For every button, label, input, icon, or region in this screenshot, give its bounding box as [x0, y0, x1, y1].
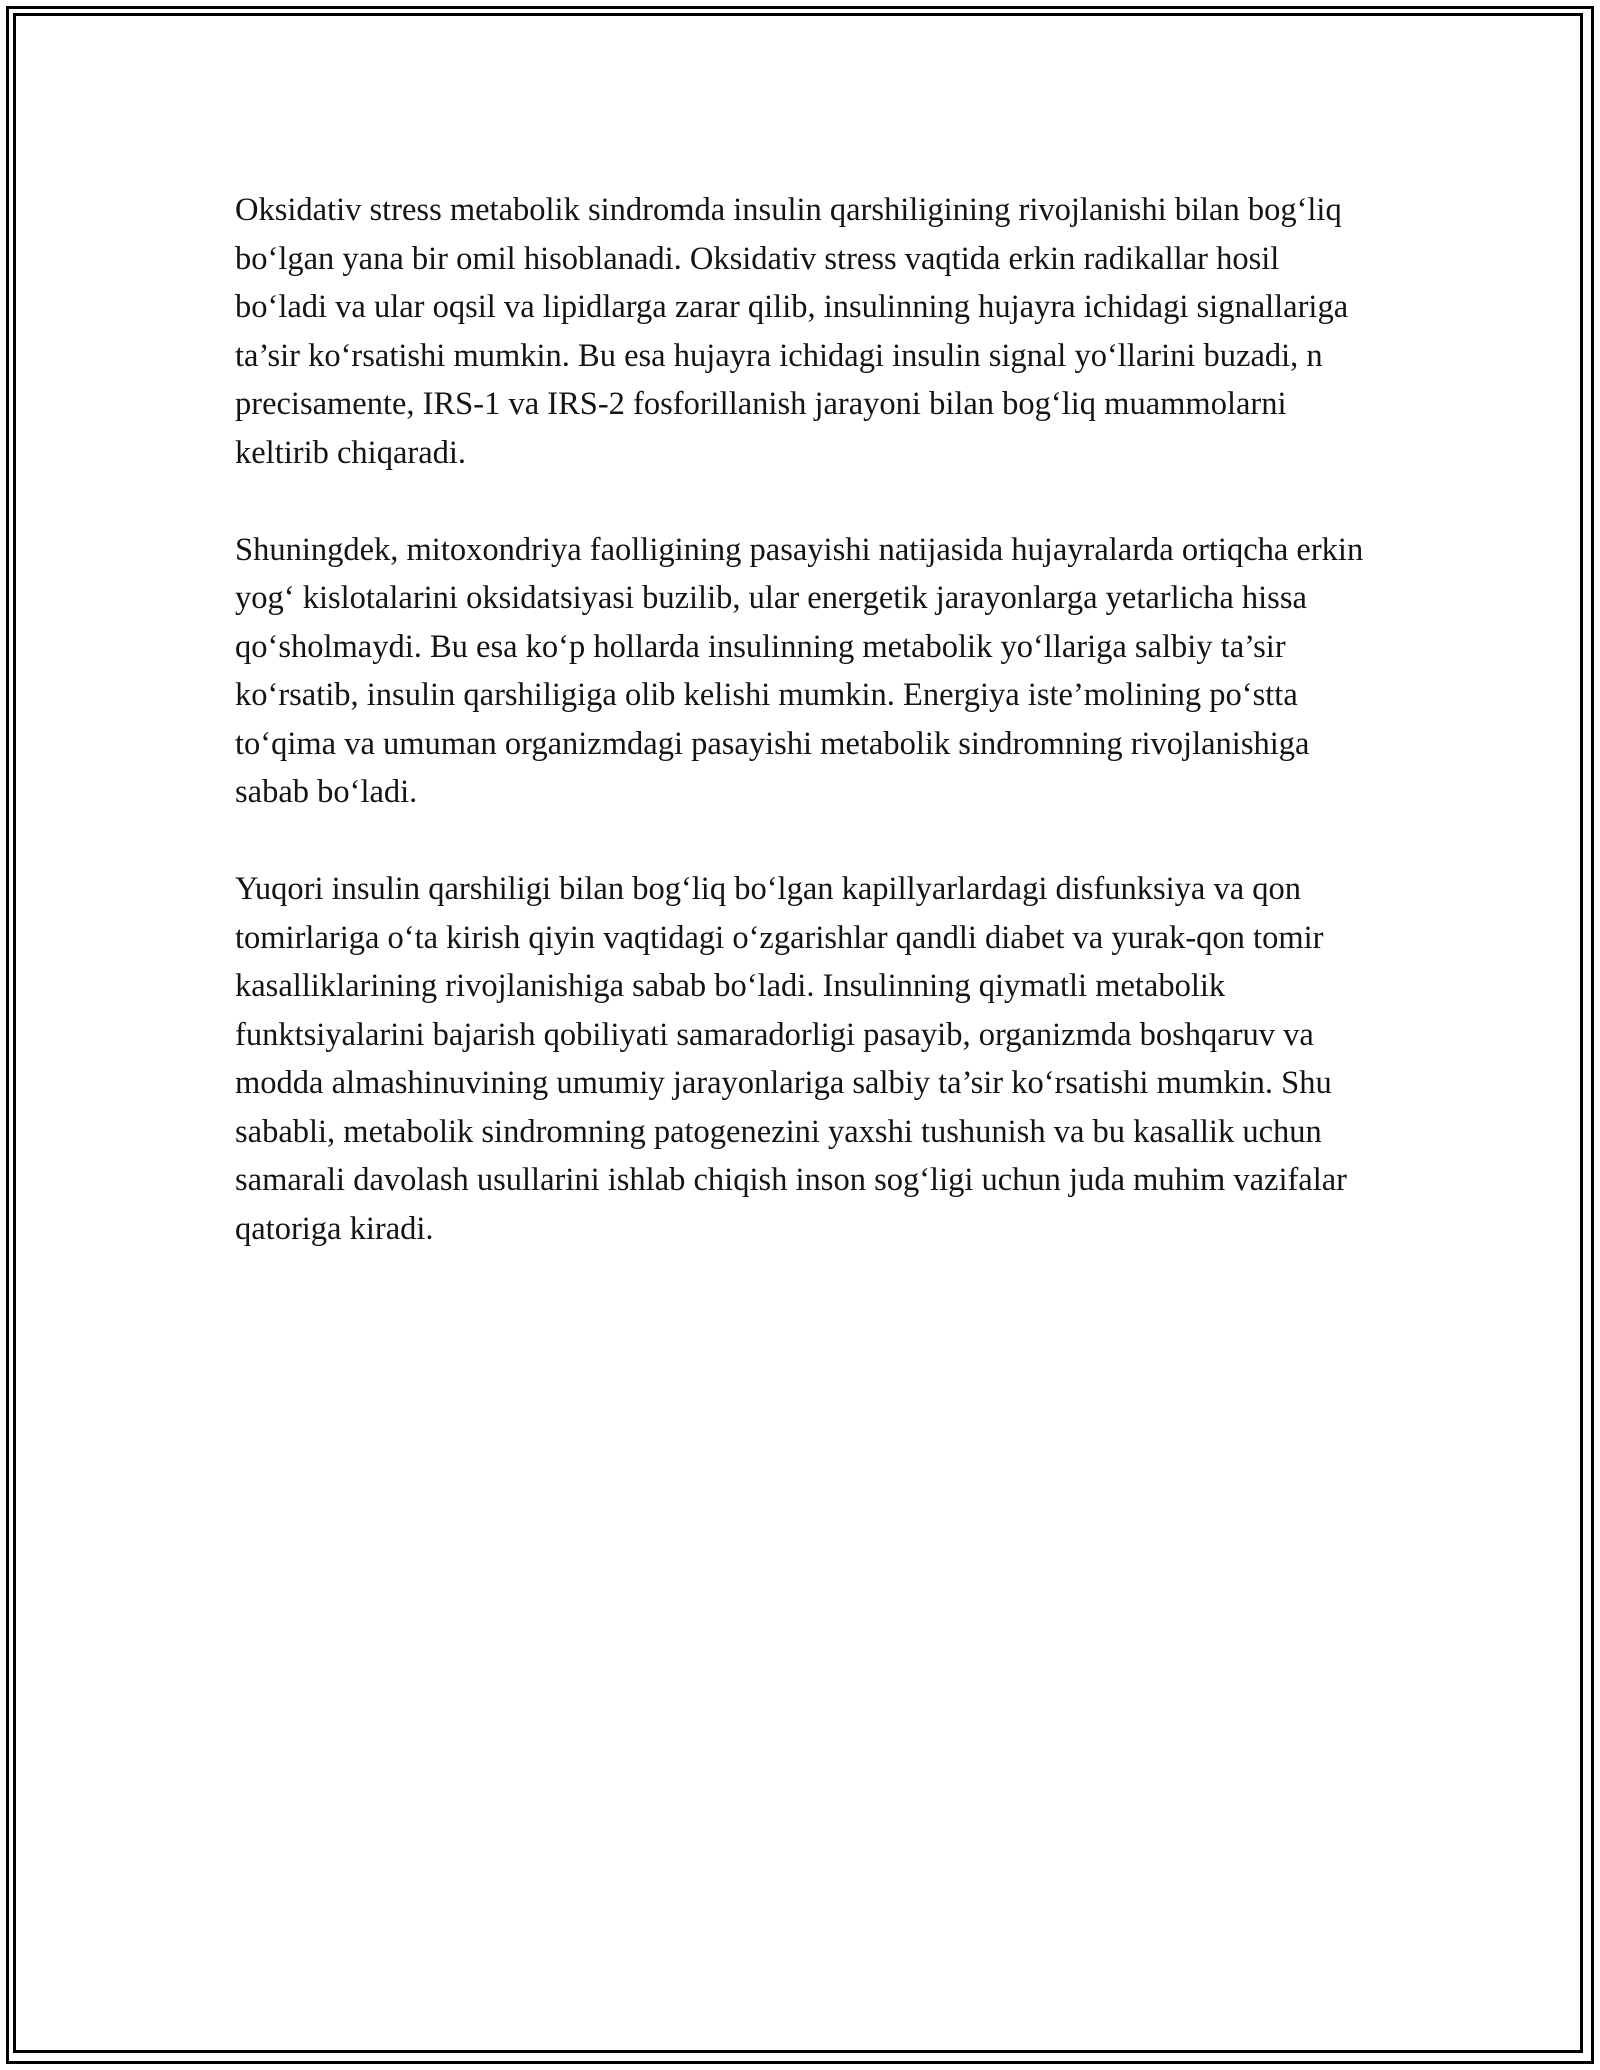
document-body — [235, 186, 1375, 1302]
paragraph-mitochondria: Shuningdek, mitoxondriya faolligining pasayishi natijasida hujayralarda ortiqcha erkin yog‘ kislotalarini oksidatsiyasi buzilib, ular energetik jarayonlarga yetarlicha hissa qo‘sholmaydi. Bu esa ko‘p hollarda insulinning metabolik yo‘llariga salbiy ta’sir ko‘rsatib, insulin qarshiligiga olib kelishi mumkin. Energiya iste’molining po‘stta to‘qima va umuman organizmdagi pasayishi metabolik sindromning rivojlanishiga sabab bo‘ladi. — [235, 531, 1364, 810]
paragraph-oxidative-stress: Oksidativ stress metabolik sindromda insulin qarshiligining rivojlanishi bilan bog‘liq bo‘lgan yana bir omil hisoblanadi. Oksidativ stress vaqtida erkin radikallar hosil bo‘ladi va ular oqsil va lipidlarga zarar qilib, insulinning hujayra ichidagi signallariga ta’sir ko‘rsatishi mumkin. Bu esa hujayra ichidagi insulin signal yo‘llarini buzadi, n precisamente, IRS-1 va IRS-2 fosforillanish jarayoni bilan bog‘liq muammolarni keltirib chiqaradi. — [235, 192, 1349, 471]
paragraph-capillary-dysfunction: Yuqori insulin qarshiligi bilan bog‘liq bo‘lgan kapillyarlardagi disfunksiya va qon tomirlariga o‘ta kirish qiyin vaqtidagi o‘zgarishlar qandli diabet va yurak-qon tomir kasalliklarining rivojlanishiga sabab bo‘ladi. Insulinning qiymatli metabolik funktsiyalarini bajarish qobiliyati samaradorligi pasayib, organizmda boshqaruv va modda almashinuvining umumiy jarayonlariga salbiy ta’sir ko‘rsatishi mumkin. Shu sababli, metabolik sindromning patogenezini yaxshi tushunish va bu kasallik uchun samarali davolash usullarini ishlab chiqish inson sog‘ligi uchun juda muhim vazifalar qatoriga kiradi. — [235, 871, 1347, 1247]
